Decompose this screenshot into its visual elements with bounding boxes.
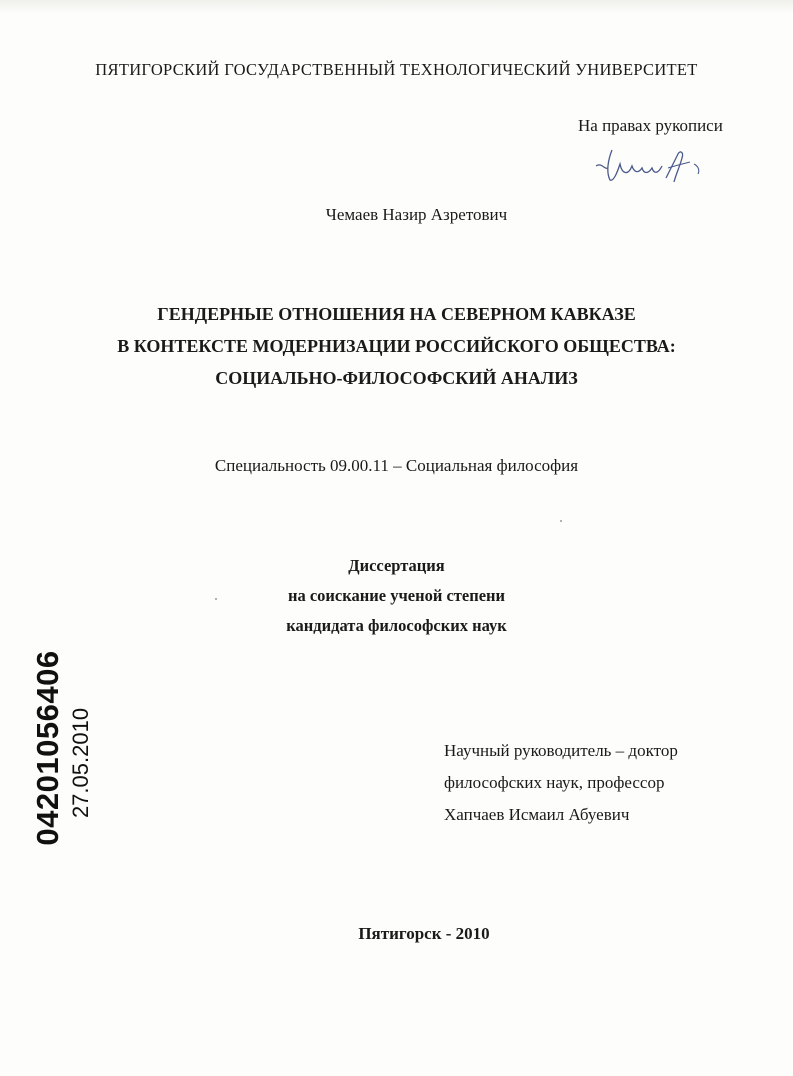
specialty: Специальность 09.00.11 – Социальная философия [214, 456, 579, 475]
university-name: ПЯТИГОРСКИЙ ГОСУДАРСТВЕННЫЙ ТЕХНОЛОГИЧЕСКИЙ УНИВЕРСИТЕТ [95, 60, 698, 79]
degree-line-1: Диссертация [348, 556, 445, 575]
title-line-1: ГЕНДЕРНЫЕ ОТНОШЕНИЯ НА СЕВЕРНОМ КАВКАЗЕ [157, 304, 636, 324]
signature-drawing [594, 140, 714, 190]
degree-block [0, 551, 793, 641]
supervisor-line-2: философских наук, профессор [444, 773, 665, 792]
title-line-3: СОЦИАЛЬНО-ФИЛОСОФСКИЙ АНАЛИЗ [215, 368, 578, 388]
author-name: Чемаев Назир Азретович [325, 205, 508, 224]
title-line-2: В КОНТЕКСТЕ МОДЕРНИЗАЦИИ РОССИЙСКОГО ОБЩЕСТВА: [117, 336, 676, 356]
scan-speck [560, 520, 562, 522]
library-stamp-number: 04201056406 [30, 650, 65, 846]
manuscript-note: На правах рукописи [578, 116, 723, 135]
supervisor-block [444, 735, 678, 831]
library-stamp-date: 27.05.2010 [68, 707, 93, 819]
degree-line-2: на соискание ученой степени [287, 586, 506, 605]
degree-line-3: кандидата философских наук [286, 616, 507, 635]
dissertation-title [0, 298, 793, 394]
supervisor-line-1: Научный руководитель – доктор [444, 741, 678, 760]
city-year: Пятигорск - 2010 [358, 924, 490, 943]
scan-edge-shading [0, 0, 793, 14]
supervisor-line-3: Хапчаев Исмаил Абуевич [444, 805, 630, 824]
scan-speck [215, 598, 217, 600]
handwritten-signature [594, 140, 714, 195]
